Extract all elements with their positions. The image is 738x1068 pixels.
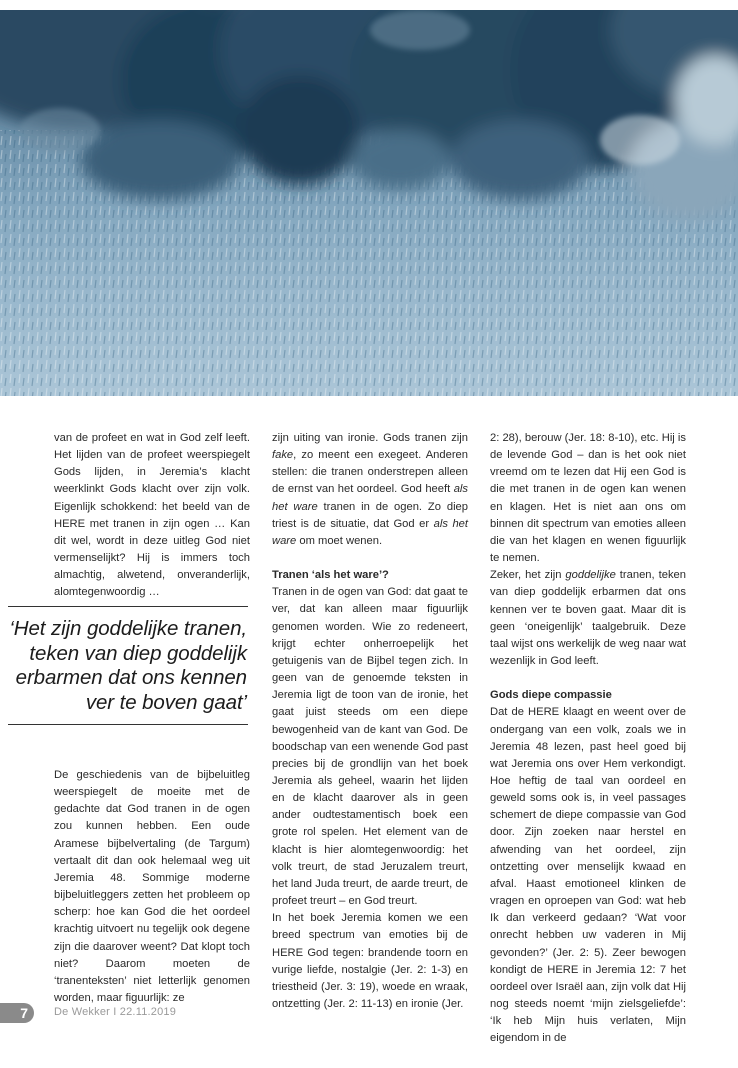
publication-name: De Wekker	[54, 1006, 110, 1018]
body-paragraph: van de profeet en wat in God zelf leeft. Het lijden van de profeet weerspiegelt Gods lijden, in Jeremia’s klacht weerklinkt Gods klacht over zijn volk. Eigenlijk schokkend: het beeld van de HERE met tranen in zijn ogen … Kan dit wel, wordt in deze uitleg God niet vermenselijkt? Hij is immers toch almachtig, alwetend, onveranderlijk, alomtegenwoordig …	[54, 432, 250, 599]
column-3	[490, 430, 686, 1047]
footer-publication	[54, 1006, 176, 1018]
section-heading: Tranen ‘als het ware’?	[272, 569, 389, 582]
body-paragraph: Dat de HERE klaagt en weent over de ondergang van een volk, zoals we in Jeremia 48 lezen, past heel goed bij wat Jeremia ons over Hem verkondigt. Hoe heftig de taal van oordeel en geweld soms ook is, in veel passages schemert de diepe compassie van God door. Zijn zoeken naar herstel en afwending van het oordeel, zijn ontzetting over menselijk kwaad en afval. Haast emotioneel klinken de vragen en oproepen van God: wat heb Ik dan verkeerd gedaan? ‘Wat voor onrecht hebben uw vaderen in Mij gevonden?’ (Jer. 2: 5). Zeer bewogen kondigt de HERE in Jeremia 12: 7 het oordeel over Israël aan, zijn volk dat Hij nog steeds noemt ‘mijn zielsgeliefde’: ‘Ik heb Mijn huis verlaten, Mijn eigendom in de	[490, 706, 686, 1045]
pull-quote	[8, 606, 248, 725]
body-paragraph: 2: 28), berouw (Jer. 18: 8-10), etc. Hij is de levende God – dan is het ook niet vreemd om te lezen dat Hij een God is die met tranen in de ogen kan wenen en klagen. Het is niet aan ons om binnen dit spectrum van emoties alleen die van het klagen en wenen figuurlijk te nemen.	[490, 432, 686, 565]
section-heading: Gods diepe compassie	[490, 689, 612, 702]
body-paragraph: Zeker, het zijn goddelijke tranen, teken van diep goddelijk erbarmen dat ons kennen ver te boven gaat. Maar dit is geen ‘oneigenlijk’ taalgebruik. Deze taal wijst ons werkelijk de weg naar wat wezenlijk in God leeft.	[490, 569, 686, 668]
column-1-bottom	[54, 767, 250, 1007]
rain-clouds-illustration	[0, 10, 738, 396]
pull-quote-text: ‘Het zijn goddelijke tranen, teken van diep goddelijk erbarmen dat ons kennen ver te boven gaat’	[9, 617, 247, 715]
body-paragraph: Tranen in de ogen van God: dat gaat te ver, dat kan alleen maar figuurlijk genomen worden. Wie zo redeneert, krijgt echter onherroepelijk het getuigenis van de Bijbel tegen zich. In geen van de genoemde teksten in Jeremia ligt de toon van de ironie, het gaat juist steeds om een diepe bewogenheid van de kant van God. De boodschap van een wenende God past precies bij de grondlijn van het boek Jeremia als geheel, waarin het lijden en de klacht daarover als in geen ander oudtestamentisch boek een grote rol spelen. Het element van de klacht is hier alomtegenwoordig: het volk treurt, de stad Jeruzalem treurt, het land Juda treurt, de aarde treurt, de profeet treurt – en God treurt.	[272, 586, 468, 908]
column-2	[272, 430, 468, 1013]
hero-image	[0, 10, 738, 396]
body-paragraph: De geschiedenis van de bijbeluitleg weerspiegelt de moeite met de gedachte dat God tranen in de ogen zou kunnen hebben. Een oude Aramese bijbelvertaling (de Targum) vertaalt dit dan ook helemaal weg uit Jeremia 48. Sommige moderne bijbeluitleggers zetten het probleem op scherp: hoe kan God die het oordeel krachtig uitvoert nu tegelijk ook degene zijn die daarover weent? Dat klopt toch niet? Daarom moeten de ‘tranenteksten’ niet letterlijk genomen worden, maar figuurlijk: ze	[54, 769, 250, 1005]
footer-separator: I	[113, 1006, 117, 1018]
page-number: 7	[0, 1003, 34, 1023]
body-paragraph: zijn uiting van ironie. Gods tranen zijn fake, zo meent een exegeet. Anderen stellen: die tranen onderstrepen alleen de ernst van het oordeel. God heeft als het ware tranen in de ogen. Zo diep triest is de situatie, dat God er als het ware om moet wenen.	[272, 432, 468, 547]
page-footer	[0, 1003, 738, 1023]
body-paragraph: In het boek Jeremia komen we een breed spectrum van emoties bij de HERE God tegen: brandende toorn en vurige liefde, nostalgie (Jer. 2: 1-3) en triestheid (Jer. 3: 19), woede en wraak, ontzetting (Jer. 2: 11-13) en ironie (Jer.	[272, 912, 468, 1010]
pull-quote-bottom-rule	[8, 724, 248, 725]
publication-date: 22.11.2019	[119, 1006, 177, 1018]
column-1-top	[54, 430, 250, 602]
